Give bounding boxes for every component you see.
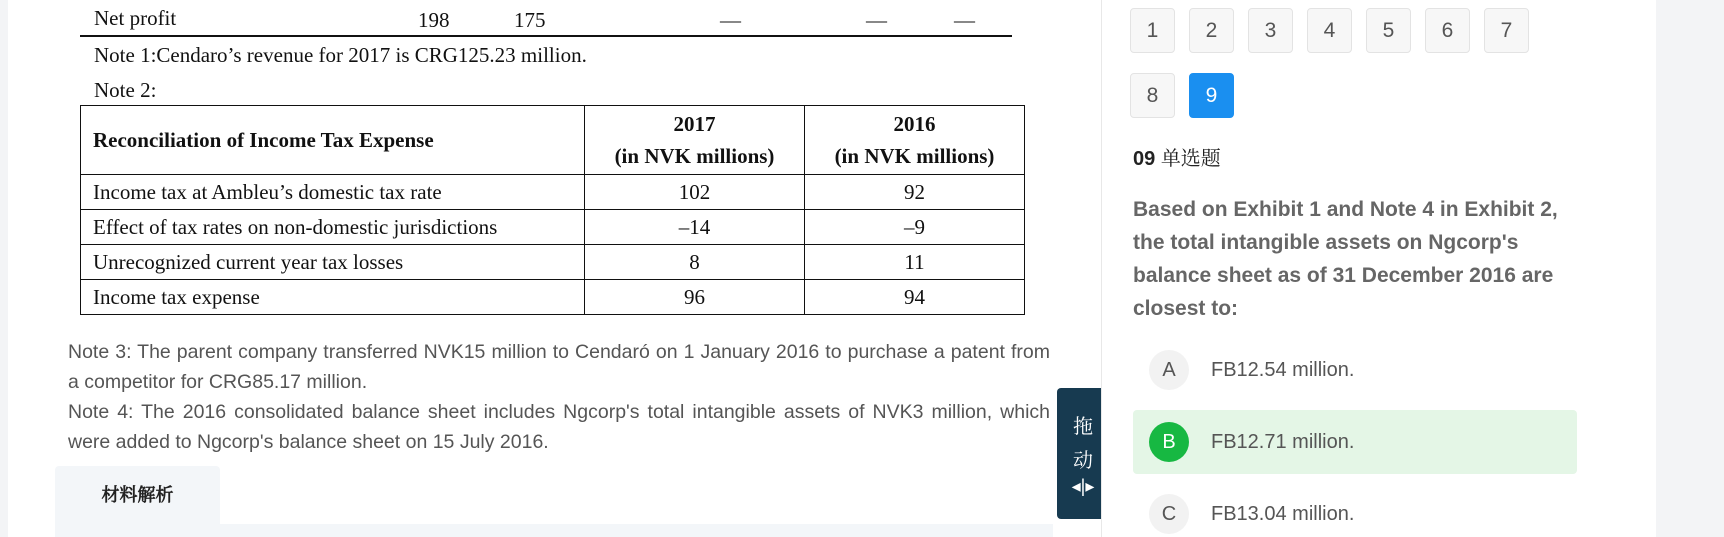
net-profit-dash-1: —: [720, 8, 741, 32]
column-2017: [585, 106, 805, 175]
option-text: FB12.71 million.: [1211, 431, 1355, 453]
row-label: Unrecognized current year tax losses: [81, 245, 585, 280]
page-gutter: [1656, 0, 1724, 537]
net-profit-value-1: 198: [418, 8, 450, 32]
question-text: Based on Exhibit 1 and Note 4 in Exhibit 2, the total intangible assets on Ngcorp's balance sheet as of 31 December 2016 are closest to:: [1133, 198, 1558, 320]
material-notes: [68, 337, 1050, 457]
net-profit-label: Net profit: [94, 6, 177, 30]
option-text: FB12.54 million.: [1211, 359, 1355, 381]
question-header: [1133, 142, 1221, 171]
row-value-2017: 8: [585, 245, 805, 280]
material-pane: [8, 0, 1101, 537]
note-4: Note 4: The 2016 consolidated balance sheet includes Ngcorp's total intangible assets of NVK3 million, which were added to Ngcorp's balance sheet on 15 July 2016.: [68, 401, 1050, 453]
table-row: [81, 210, 1025, 245]
row-value-2016: 11: [805, 245, 1025, 280]
drag-label-char-2: 动: [1073, 450, 1093, 472]
question-nav-button[interactable]: 3: [1248, 8, 1293, 53]
option-letter: A: [1149, 350, 1189, 390]
question-number: 09: [1133, 148, 1156, 170]
drag-resize-handle[interactable]: [1057, 388, 1101, 519]
column-2017-unit: (in NVK millions): [614, 144, 775, 168]
row-value-2016: 94: [805, 280, 1025, 315]
exhibit-note-1: Note 1:Cendaro’s revenue for 2017 is CRG125.23 million.: [94, 43, 587, 67]
row-value-2017: 102: [585, 175, 805, 210]
analysis-tab-strip: [55, 466, 1053, 537]
tab-content-area: [55, 524, 1053, 537]
tab-material-analysis[interactable]: 材料解析: [55, 466, 220, 524]
question-pane: [1101, 0, 1656, 537]
table-row: [81, 175, 1025, 210]
net-profit-dash-2: —: [866, 8, 887, 32]
row-label: Income tax at Ambleu’s domestic tax rate: [81, 175, 585, 210]
net-profit-dash-3: —: [954, 8, 975, 32]
question-nav-button[interactable]: 5: [1366, 8, 1411, 53]
table-title: Reconciliation of Income Tax Expense: [81, 106, 585, 175]
table-bottom-rule: [80, 35, 1012, 37]
drag-resize-icon: ◂|▸: [1071, 476, 1095, 496]
exhibit-note-2: Note 2:: [94, 78, 157, 102]
column-2017-year: 2017: [673, 112, 716, 136]
question-nav-button[interactable]: 4: [1307, 8, 1352, 53]
drag-label-char-1: 拖: [1073, 416, 1093, 438]
question-nav-button[interactable]: 8: [1130, 73, 1175, 118]
table-row: [81, 245, 1025, 280]
row-label: Effect of tax rates on non-domestic jurisdictions: [81, 210, 585, 245]
question-nav-button[interactable]: 2: [1189, 8, 1234, 53]
question-nav-button[interactable]: 7: [1484, 8, 1529, 53]
option-a[interactable]: [1133, 338, 1577, 402]
option-letter: B: [1149, 422, 1189, 462]
option-b[interactable]: [1133, 410, 1577, 474]
question-nav-button[interactable]: 1: [1130, 8, 1175, 53]
row-label: Income tax expense: [81, 280, 585, 315]
row-value-2017: –14: [585, 210, 805, 245]
column-2016-unit: (in NVK millions): [834, 144, 995, 168]
tax-reconciliation-table: [80, 105, 1025, 315]
question-type: 单选题: [1160, 148, 1221, 170]
option-c[interactable]: [1133, 482, 1577, 537]
note-3: Note 3: The parent company transferred NVK15 million to Cendaró on 1 January 2016 to purchase a patent from a competitor for CRG85.17 million.: [68, 341, 1050, 393]
option-text: FB13.04 million.: [1211, 503, 1355, 525]
column-2016-year: 2016: [893, 112, 936, 136]
net-profit-value-2: 175: [514, 8, 546, 32]
question-nav-button-active[interactable]: 9: [1189, 73, 1234, 118]
row-value-2016: –9: [805, 210, 1025, 245]
question-nav-button[interactable]: 6: [1425, 8, 1470, 53]
table-header-row: [81, 106, 1025, 175]
row-value-2017: 96: [585, 280, 805, 315]
table-row: [81, 280, 1025, 315]
column-2016: [805, 106, 1025, 175]
option-letter: C: [1149, 494, 1189, 534]
row-value-2016: 92: [805, 175, 1025, 210]
